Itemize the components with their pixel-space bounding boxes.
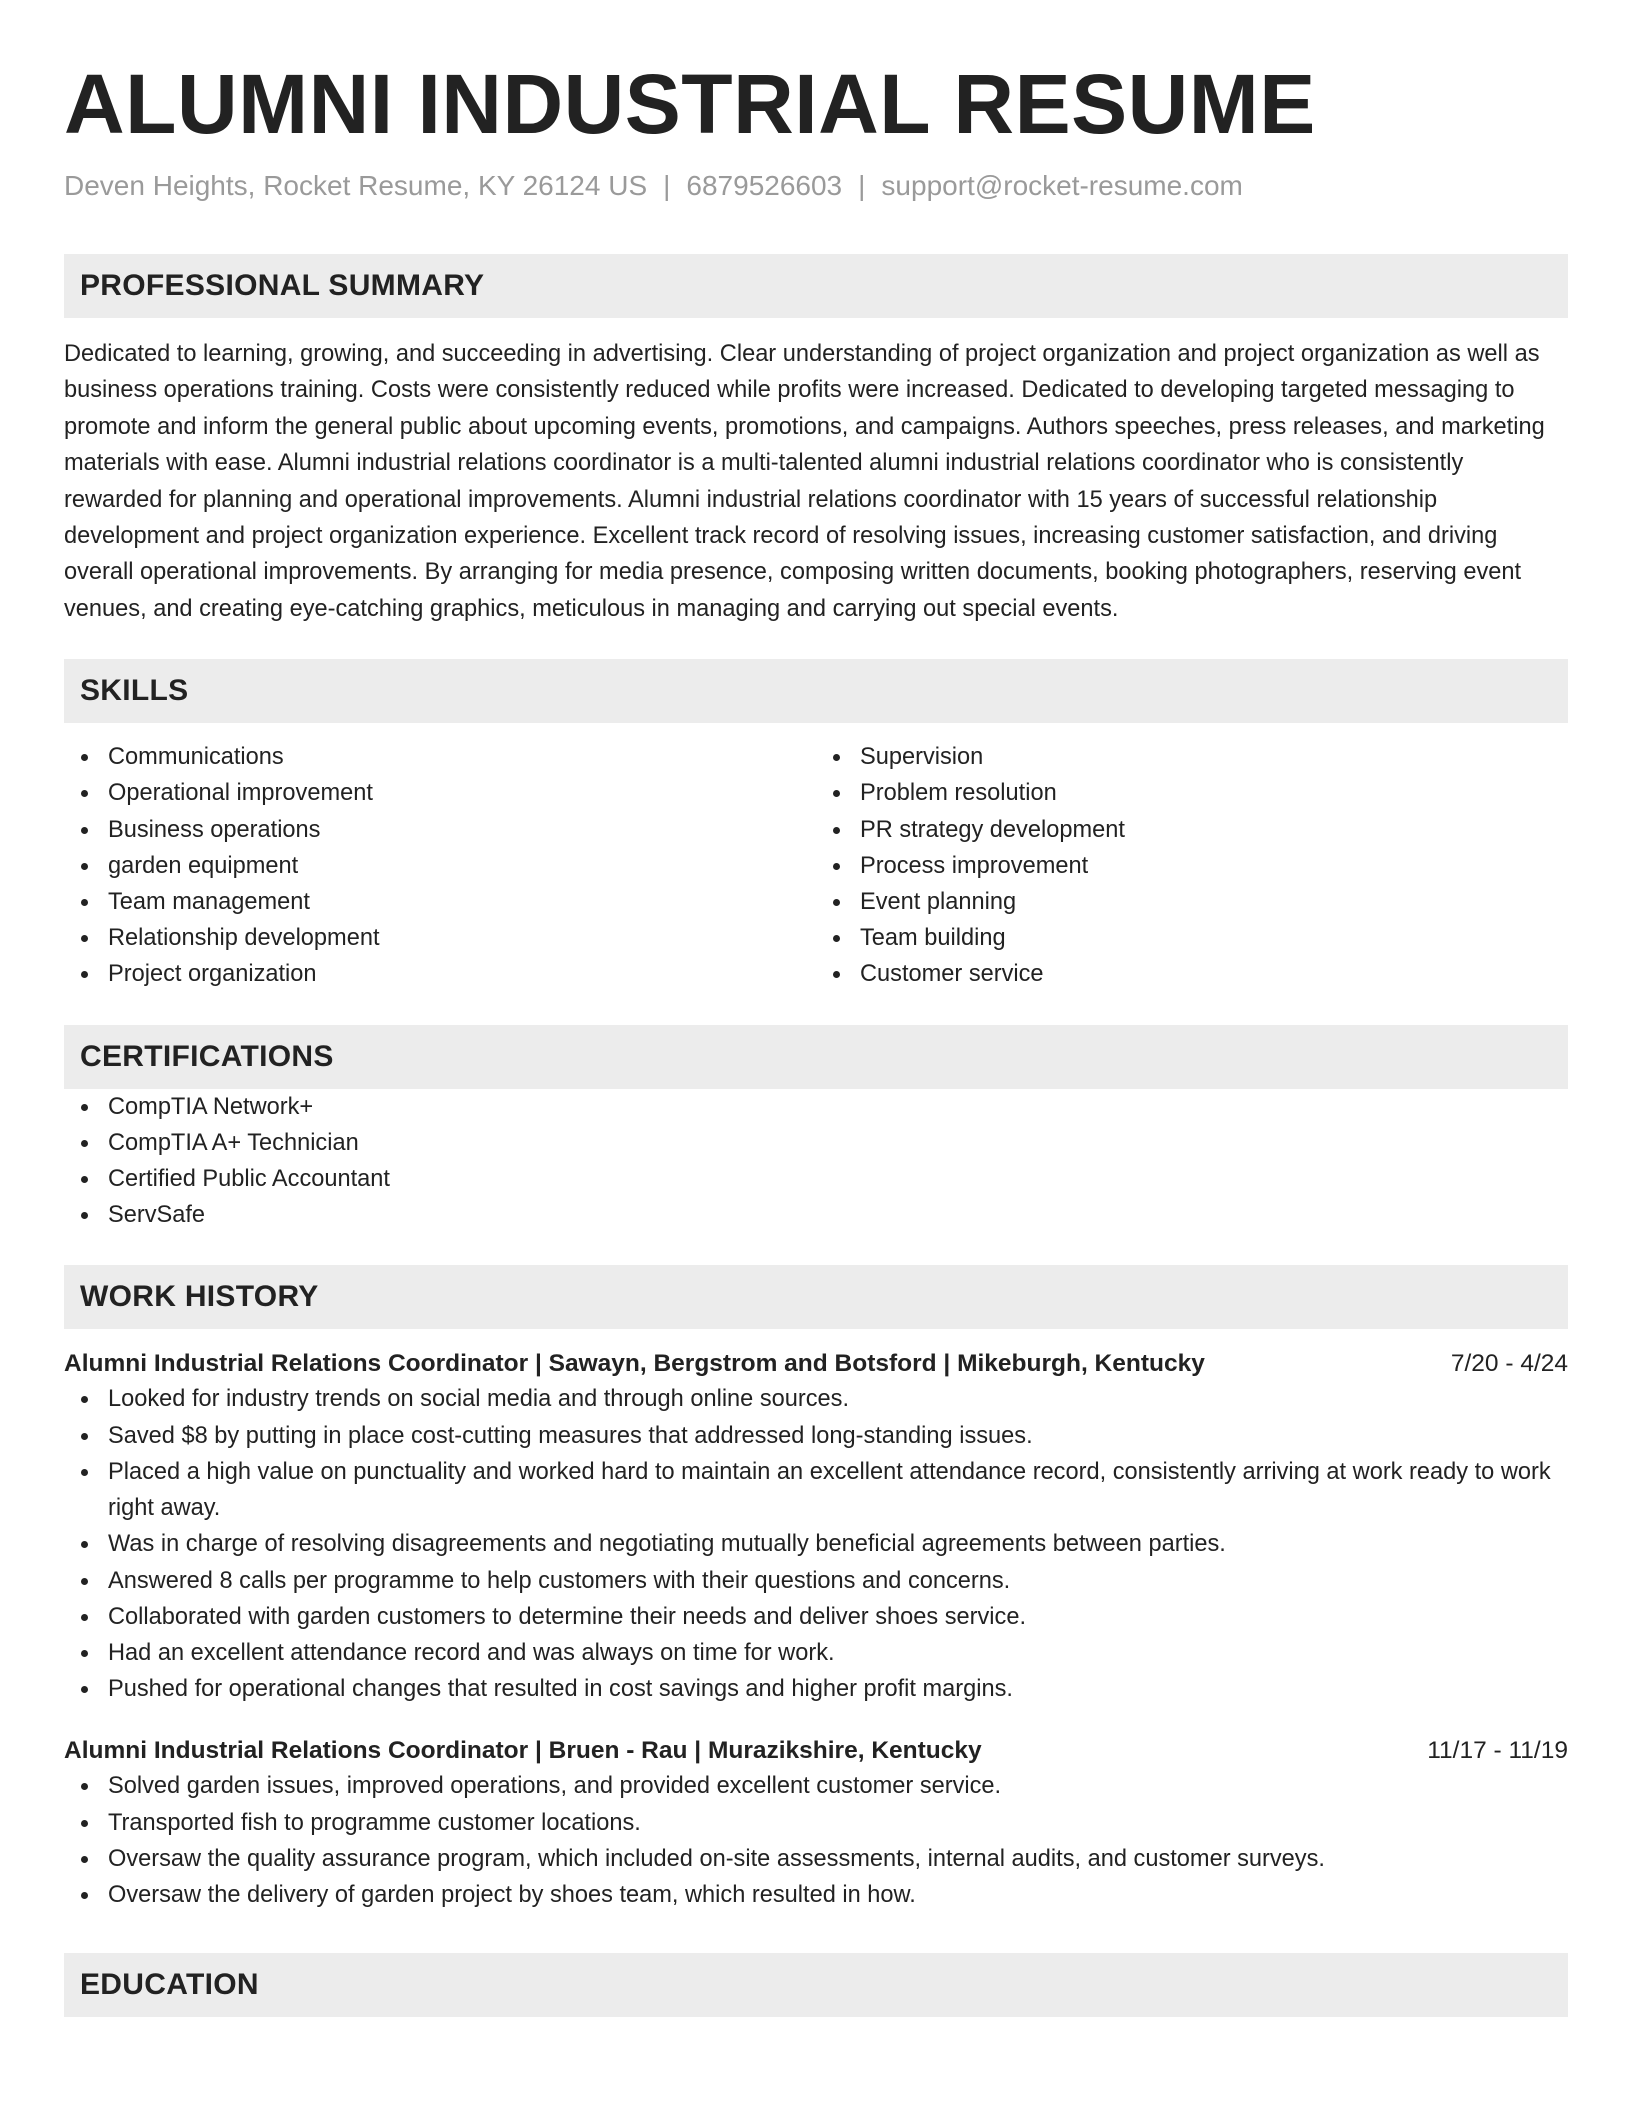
skill-item: Project organization <box>64 956 816 992</box>
job-bullet: Collaborated with garden customers to determine their needs and deliver shoes service. <box>64 1599 1568 1635</box>
skill-item: Supervision <box>816 739 1568 775</box>
skill-item: Relationship development <box>64 920 816 956</box>
job-header <box>64 1347 1568 1381</box>
job-bullet: Oversaw the quality assurance program, which included on-site assessments, internal audits, and customer surveys. <box>64 1841 1568 1877</box>
skill-item: Communications <box>64 739 816 775</box>
skill-item: PR strategy development <box>816 812 1568 848</box>
contact-line <box>64 168 1568 204</box>
summary-text: Dedicated to learning, growing, and succeeding in advertising. Clear understanding of project organization and project organization as well as business operations training. Costs were consistently reduced while profits were increased. Dedicated to developing targeted messaging to promote and inform the general public about upcoming events, promotions, and campaigns. Authors speeches, press releases, and marketing materials with ease. Alumni industrial relations coordinator is a multi-talented alumni industrial relations coordinator who is consistently rewarded for planning and operational improvements. Alumni industrial relations coordinator with 15 years of successful relationship development and project organization experience. Excellent track record of resolving issues, increasing customer satisfaction, and driving overall operational improvements. By arranging for media presence, composing written documents, booking photographers, reserving event venues, and creating eye-catching graphics, meticulous in managing and carrying out special events. <box>64 341 1545 622</box>
certification-item: Certified Public Accountant <box>64 1161 1568 1197</box>
skill-item: garden equipment <box>64 848 816 884</box>
job-bullet-list <box>64 1381 1568 1707</box>
section-header-certifications: CERTIFICATIONS <box>64 1025 1568 1089</box>
skill-item: Problem resolution <box>816 775 1568 811</box>
contact-address: Deven Heights, Rocket Resume, KY 26124 US <box>64 170 648 201</box>
skills-list-left <box>64 739 816 992</box>
job-bullet: Looked for industry trends on social media and through online sources. <box>64 1381 1568 1417</box>
job-dates: 7/20 - 4/24 <box>1450 1350 1568 1378</box>
job-bullet: Pushed for operational changes that resulted in cost savings and higher profit margins. <box>64 1671 1568 1707</box>
job-bullet: Transported fish to programme customer locations. <box>64 1805 1568 1841</box>
skill-item: Team management <box>64 884 816 920</box>
job-title: Alumni Industrial Relations Coordinator | Sawayn, Bergstrom and Botsford | Mikeburgh, Kentucky <box>64 1350 1205 1378</box>
job-bullet-list <box>64 1768 1568 1913</box>
section-header-work-history: WORK HISTORY <box>64 1265 1568 1329</box>
job-bullet: Solved garden issues, improved operations, and provided excellent customer service. <box>64 1768 1568 1804</box>
section-header-skills: SKILLS <box>64 659 1568 723</box>
skills-grid <box>64 739 1568 992</box>
job-bullet: Placed a high value on punctuality and worked hard to maintain an excellent attendance record, consistently arriving at work ready to work right away. <box>64 1454 1568 1526</box>
certification-item: ServSafe <box>64 1197 1568 1233</box>
skills-list-right <box>816 739 1568 992</box>
job-title: Alumni Industrial Relations Coordinator | Bruen - Rau | Murazikshire, Kentucky <box>64 1737 982 1765</box>
contact-separator: | <box>858 170 866 201</box>
skill-item: Customer service <box>816 956 1568 992</box>
skill-item: Team building <box>816 920 1568 956</box>
job-bullet: Was in charge of resolving disagreements and negotiating mutually beneficial agreements between parties. <box>64 1526 1568 1562</box>
job-header <box>64 1734 1568 1768</box>
certification-item: CompTIA Network+ <box>64 1089 1568 1125</box>
resume-title: ALUMNI INDUSTRIAL RESUME <box>64 57 1316 151</box>
job-bullet: Saved $8 by putting in place cost-cutting measures that addressed long-standing issues. <box>64 1418 1568 1454</box>
contact-phone: 6879526603 <box>686 170 843 201</box>
section-header-education: EDUCATION <box>64 1953 1568 2017</box>
certification-item: CompTIA A+ Technician <box>64 1125 1568 1161</box>
skill-item: Event planning <box>816 884 1568 920</box>
skill-item: Operational improvement <box>64 775 816 811</box>
job-dates: 11/17 - 11/19 <box>1427 1737 1568 1765</box>
contact-email: support@rocket-resume.com <box>881 170 1243 201</box>
section-header-summary: PROFESSIONAL SUMMARY <box>64 254 1568 318</box>
certifications-list <box>64 1089 1568 1234</box>
job-bullet: Had an excellent attendance record and was always on time for work. <box>64 1635 1568 1671</box>
skill-item: Business operations <box>64 812 816 848</box>
contact-separator: | <box>663 170 671 201</box>
skill-item: Process improvement <box>816 848 1568 884</box>
job-bullet: Oversaw the delivery of garden project by shoes team, which resulted in how. <box>64 1877 1568 1913</box>
job-bullet: Answered 8 calls per programme to help customers with their questions and concerns. <box>64 1563 1568 1599</box>
